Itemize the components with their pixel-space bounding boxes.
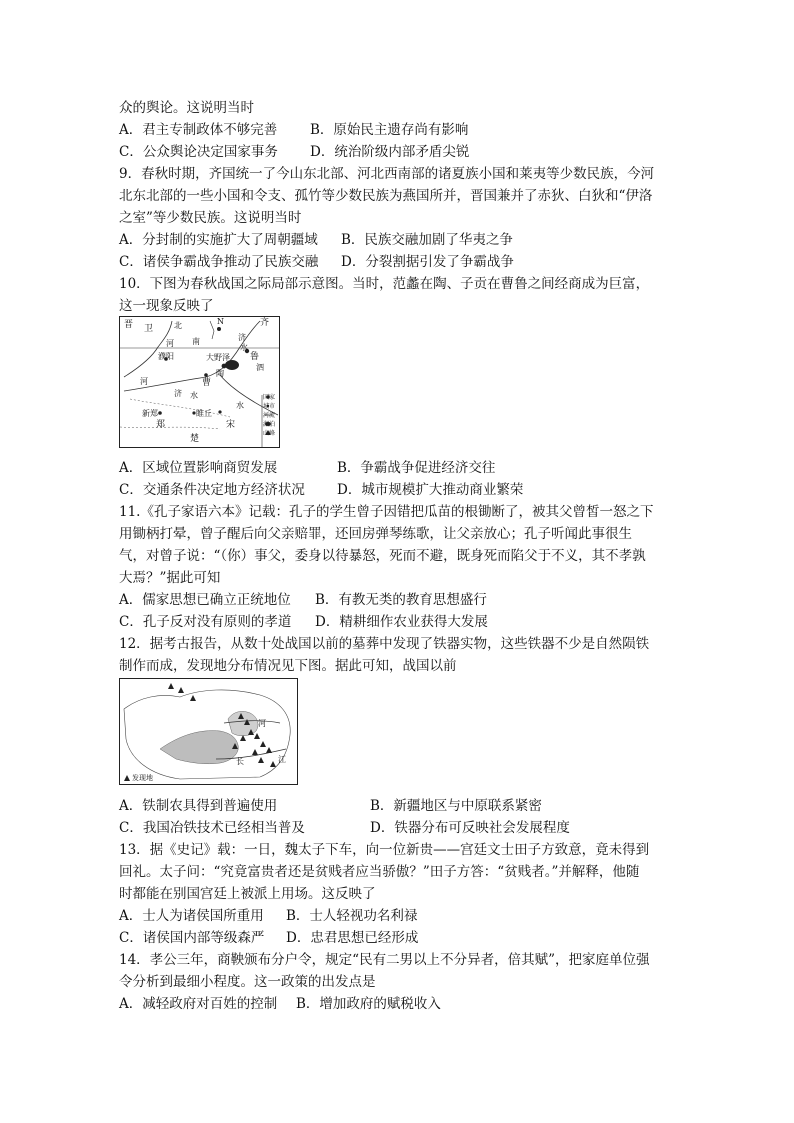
map1-label-si: 泗 (256, 363, 264, 372)
q14-options-row1 (119, 994, 441, 1014)
map1-label-lu: 鲁 (250, 352, 260, 362)
q9-options-row2 (119, 252, 514, 272)
map1-label-tao: 陶 (216, 369, 224, 378)
q12-option-d[interactable]: D．铁器分布可反映社会发展程度 (370, 820, 570, 836)
map1-legend-hubo: 湖泊 (263, 421, 276, 428)
map1-label-he2: 河 (140, 377, 148, 386)
q8-option-d[interactable]: D．统治阶级内部矛盾尖锐 (310, 144, 470, 160)
q9-option-a[interactable]: A．分封制的实施扩大了周朝疆域 (119, 232, 318, 248)
map1-label-n: N (217, 317, 224, 326)
map1-label-puyang: 濮阳 (158, 352, 174, 361)
q14-option-b[interactable]: B．增加政府的赋税收入 (296, 996, 441, 1012)
q11-option-b[interactable]: B．有教无类的教育思想盛行 (315, 592, 487, 608)
map1-label-shui2: 水 (190, 391, 198, 400)
map2-label-he: 河 (258, 719, 266, 728)
map1-label-song: 宋 (226, 420, 236, 430)
map1-label-shui3: 水 (236, 401, 244, 410)
q13-stem-1: 13．据《史记》载：一日，魏太子下车，向一位新贵——宫廷文士田子方致意，竟未得到 (119, 842, 650, 858)
map1-legend-chengshi: 城市 (263, 403, 276, 410)
q8-option-a[interactable]: A．君主专制政体不够完善 (119, 122, 278, 138)
q12-option-a[interactable]: A．铁制农具得到普遍使用 (119, 798, 278, 814)
q12-map-drawing (120, 679, 297, 784)
q11-option-d[interactable]: D．精耕细作农业获得大发展 (315, 614, 488, 630)
q9-stem-2: 北东北部的一些小国和令支、孤竹等少数民族为燕国所并，晋国兼并了赤狄、白狄和“伊洛 (119, 188, 653, 204)
legend-site-icon (124, 775, 130, 781)
q10-option-d[interactable]: D．城市规模扩大推动商业繁荣 (337, 482, 524, 498)
q11-option-a[interactable]: A．儒家思想已确立正统地位 (119, 592, 291, 608)
map1-label-shui1: 水 (240, 343, 248, 352)
q12-option-c[interactable]: C．我国冶铁技术已经相当普及 (119, 820, 305, 836)
cao-dot (204, 373, 208, 377)
site-marker (178, 687, 184, 693)
map1-legend-shanfeng: 山峰 (263, 430, 276, 437)
q12-stem-1: 12．据考古报告，从数十处战国以前的墓葬中发现了铁器实物，这些铁器不少是自然陨铁 (119, 636, 650, 652)
map2-legend-faxiandi: 发现地 (132, 774, 153, 782)
map1-label-suiqiu: 睢丘 (196, 409, 212, 418)
q12-stem-2: 制作而成，发现地分布情况见下图。据此可知，战国以前 (119, 658, 457, 674)
map1-label-cao: 曹 (202, 378, 212, 388)
q10-map (119, 316, 280, 448)
q10-options-row2 (119, 480, 524, 500)
q10-option-b[interactable]: B．争霸战争促进经济交往 (337, 460, 496, 476)
q13-stem-3: 时都能在别国宫廷上被派上用场。这反映了 (119, 886, 376, 902)
site-marker (254, 733, 260, 739)
q9-stem-1: 9．春秋时期，齐国统一了今山东北部、河北西南部的诸夏族小国和莱夷等少数民族，今河 (119, 166, 655, 182)
site-marker (168, 683, 174, 689)
q13-option-c[interactable]: C．诸侯国内部等级森严 (119, 930, 265, 946)
q11-stem-3: 气，对曾子说：“（你）事父，委身以待暴怒，死而不避，既身死而陷父于不义，其不孝孰 (119, 548, 646, 564)
map1-label-wei: 卫 (144, 324, 154, 334)
q11-stem-2: 用锄柄打晕，曾子醒后向父亲赔罪，还回房弹琴练歌，让父亲放心；孔子听闻此事很生 (119, 526, 632, 542)
site-marker (270, 761, 276, 767)
map1-legend-guojia: 国家 (263, 394, 276, 401)
map1-label-chu: 楚 (190, 434, 200, 444)
q10-stem-2: 这一现象反映了 (119, 298, 214, 314)
q13-option-d[interactable]: D．忠君思想已经形成 (286, 930, 419, 946)
tao-city-dot (222, 364, 227, 369)
q11-options-row1 (119, 590, 487, 610)
q8-options-row1 (119, 120, 469, 140)
q10-option-a[interactable]: A．区域位置影响商贸发展 (119, 460, 278, 476)
q8-stem: 众的舆论。这说明当时 (119, 100, 254, 116)
q13-option-b[interactable]: B．士人轻视功名利禄 (286, 908, 418, 924)
site-marker (258, 757, 264, 763)
map1-label-xinzheng: 新郑 (142, 409, 158, 418)
map1-label-bei: 北 (174, 321, 182, 330)
q9-options-row1 (119, 230, 513, 250)
q11-option-c[interactable]: C．孔子反对没有原则的孝道 (119, 614, 292, 630)
q10-option-c[interactable]: C．交通条件决定地方经济状况 (119, 482, 305, 498)
site-marker (260, 741, 266, 747)
map1-label-jin: 晋 (124, 320, 134, 330)
map1-label-ji1: 济 (238, 333, 246, 342)
q12-option-b[interactable]: B．新疆地区与中原联系紧密 (370, 798, 542, 814)
q11-stem-4: 大焉？”据此可知 (119, 570, 221, 586)
loess-shade (228, 711, 258, 735)
q14-option-a[interactable]: A．减轻政府对百姓的控制 (119, 996, 278, 1012)
site-marker (190, 695, 196, 701)
map1-label-nan: 南 (192, 337, 200, 346)
q13-options-row1 (119, 906, 418, 926)
q13-option-a[interactable]: A．士人为诸侯国所重用 (119, 908, 264, 924)
q13-options-row2 (119, 928, 419, 948)
q12-options-row2 (119, 818, 570, 838)
map1-label-dayeze: 大野泽 (206, 353, 230, 362)
q14-stem-2: 令分析到最细小程度。这一政策的出发点是 (119, 974, 376, 990)
q8-option-b[interactable]: B．原始民主遗存尚有影响 (310, 122, 469, 138)
map1-label-qi: 齐 (260, 318, 270, 328)
q14-stem-1: 14．孝公三年，商鞅颁布分户令，规定“民有二男以上不分异者，倍其赋”，把家庭单位强 (119, 952, 650, 968)
map2-label-jiang: 江 (278, 755, 286, 764)
q9-option-d[interactable]: D．分裂割据引发了争霸战争 (341, 254, 514, 270)
qi-dot (217, 327, 221, 331)
xinzheng-dot (158, 411, 162, 415)
site-marker (252, 749, 258, 755)
q9-option-c[interactable]: C．诸侯争霸战争推动了民族交融 (119, 254, 319, 270)
q12-map (119, 678, 298, 785)
q9-stem-3: 之室”等少数民族。这说明当时 (119, 210, 302, 226)
site-marker (266, 747, 272, 753)
q9-option-b[interactable]: B．民族交融加剧了华夷之争 (341, 232, 513, 248)
q11-stem-1: 11.《孔子家语六本》记载：孔子的学生曾子因错把瓜苗的根锄断了，被其父曾皙一怒之下 (119, 504, 654, 520)
map1-label-he1: 河 (166, 339, 174, 348)
map1-label-ji2: 济 (174, 389, 182, 398)
q8-options-row2 (119, 142, 470, 162)
boundary-line (210, 321, 214, 339)
q10-stem-1: 10．下图为春秋战国之际局部示意图。当时，范蠡在陶、子贡在曹鲁之间经商成为巨富， (119, 276, 650, 292)
q13-stem-2: 回礼。太子问：“究竟富贵者还是贫贱者应当骄傲？”田子方答：“贫贱者。”并解释，他随 (119, 864, 640, 880)
q8-option-c[interactable]: C．公众舆论决定国家事务 (119, 144, 278, 160)
q10-options-row1 (119, 458, 496, 478)
map1-legend-heliu: 河流 (263, 412, 276, 419)
map1-label-zheng: 郑 (156, 420, 166, 430)
chu-border-line (120, 427, 220, 429)
map2-label-chang: 长 (236, 757, 244, 766)
song-dot (218, 410, 221, 413)
q12-options-row1 (119, 796, 542, 816)
q11-options-row2 (119, 612, 488, 632)
